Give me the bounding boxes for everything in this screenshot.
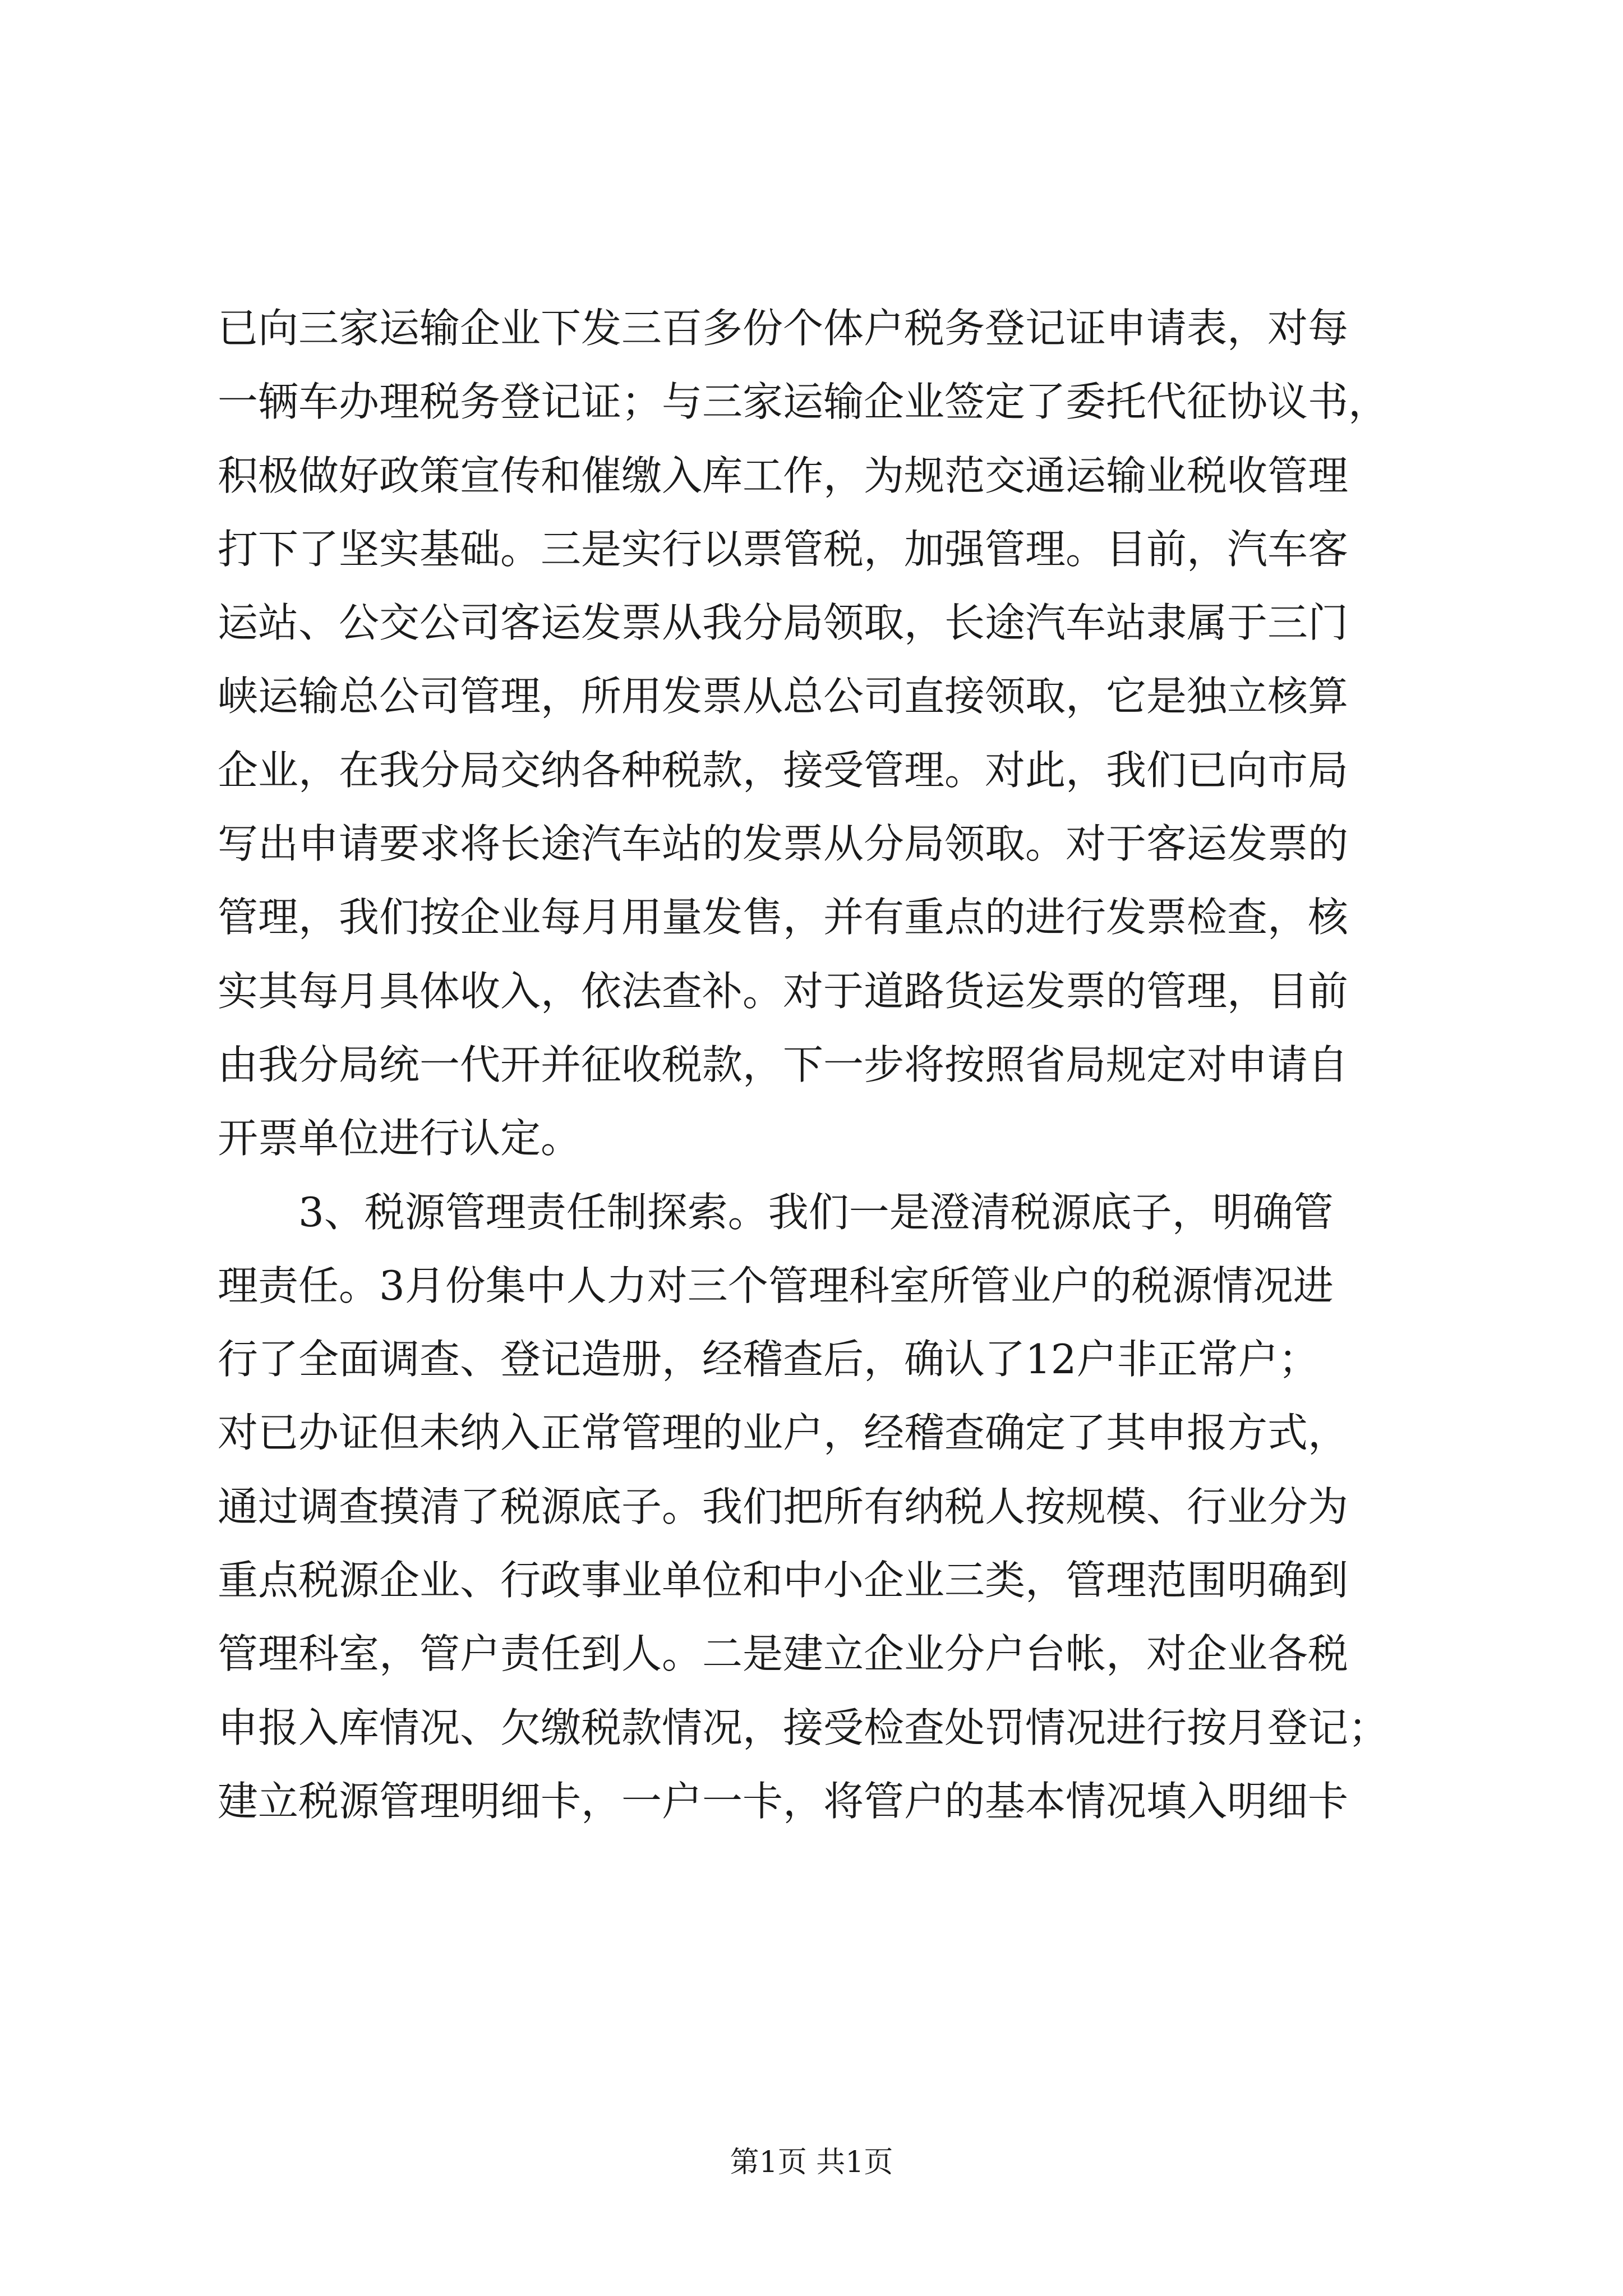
text-line: 打下了坚实基础。三是实行以票管税，加强管理。目前，汽车客 xyxy=(218,525,1349,573)
text-line: 一辆车办理税务登记证；与三家运输企业签定了委托代征协议书， xyxy=(218,378,1389,426)
text-line: 峡运输总公司管理，所用发票从总公司直接领取，它是独立核算 xyxy=(218,673,1349,720)
text-line: 企业，在我分局交纳各种税款，接受管理。对此，我们已向市局 xyxy=(218,746,1349,794)
text-line: 通过调查摸清了税源底子。我们把所有纳税人按规模、行业分为 xyxy=(218,1483,1349,1530)
text-line: 由我分局统一代开并征收税款，下一步将按照省局规定对申请自 xyxy=(218,1041,1349,1088)
page-number-footer: 第1页 共1页 xyxy=(730,2146,893,2179)
document-body xyxy=(218,292,1468,1838)
text-line: 已向三家运输企业下发三百多份个体户税务登记证申请表，对每 xyxy=(218,305,1349,352)
text-line: 申报入库情况、欠缴税款情况，接受检查处罚情况进行按月登记； xyxy=(218,1704,1389,1751)
text-line: 管理，我们按企业每月用量发售，并有重点的进行发票检查，核 xyxy=(218,894,1349,941)
text-line: 建立税源管理明细卡，一户一卡，将管户的基本情况填入明细卡 xyxy=(218,1777,1349,1825)
text-line: 管理科室，管户责任到人。二是建立企业分户台帐，对企业各税 xyxy=(218,1630,1349,1678)
text-line: 对已办证但未纳入正常管理的业户，经稽查确定了其申报方式， xyxy=(218,1409,1349,1457)
text-line: 重点税源企业、行政事业单位和中小企业三类，管理范围明确到 xyxy=(218,1557,1349,1604)
text-line: 开票单位进行认定。 xyxy=(218,1115,582,1162)
text-line: 写出申请要求将长途汽车站的发票从分局领取。对于客运发票的 xyxy=(218,820,1349,868)
text-line: 3、税源管理责任制探索。我们一是澄清税源底子，明确管 xyxy=(218,1188,1334,1236)
text-line: 理责任。3月份集中人力对三个管理科室所管业户的税源情况进 xyxy=(218,1262,1334,1309)
text-line: 实其每月具体收入，依法查补。对于道路货运发票的管理，目前 xyxy=(218,967,1349,1015)
text-line: 行了全面调查、登记造册，经稽查后，确认了12户非正常户； xyxy=(218,1336,1319,1383)
text-line: 积极做好政策宣传和催缴入库工作，为规范交通运输业税收管理 xyxy=(218,452,1349,499)
text-line: 运站、公交公司客运发票从我分局领取，长途汽车站隶属于三门 xyxy=(218,599,1349,647)
